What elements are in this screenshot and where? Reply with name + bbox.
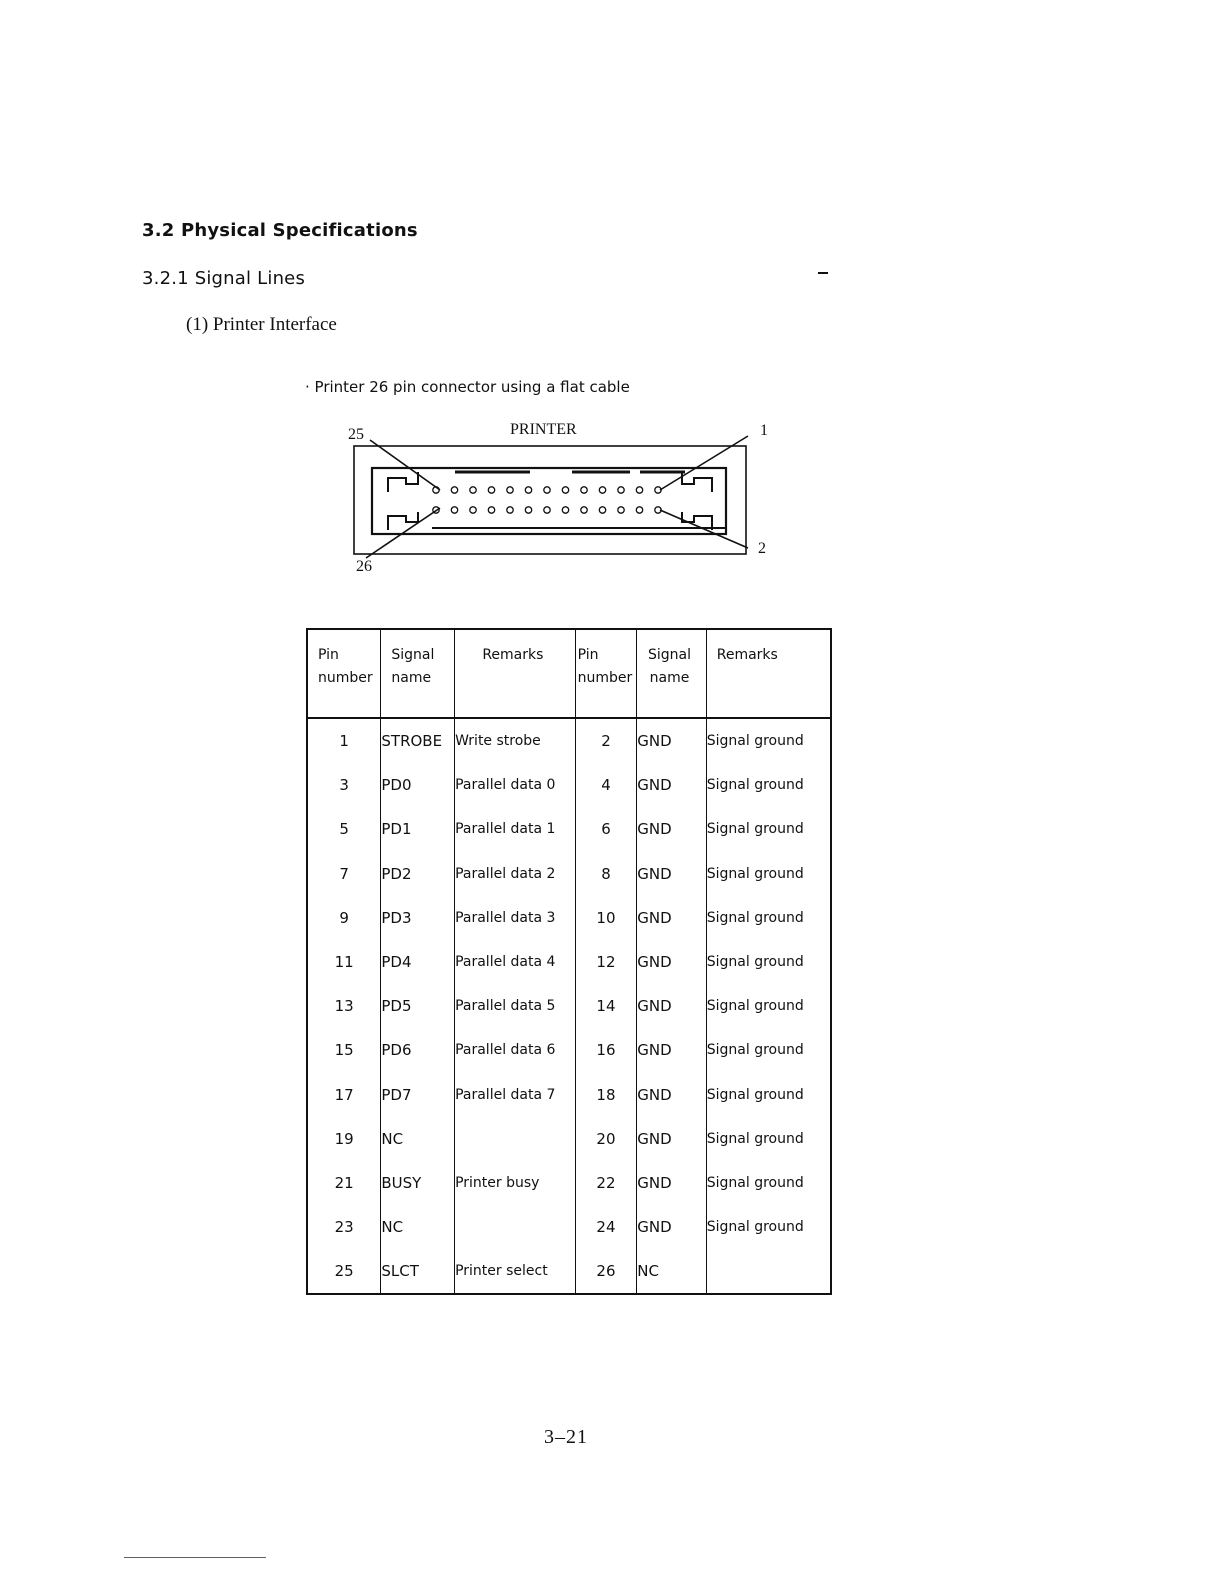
- remarks-cell-2: Signal ground: [706, 940, 831, 984]
- signal-name-cell-2: GND: [637, 1205, 706, 1249]
- connector-drawing: [340, 418, 780, 578]
- connector-diagram: [340, 418, 780, 578]
- pin-hole: [451, 507, 457, 513]
- signal-name-cell: SLCT: [381, 1249, 455, 1294]
- signal-name-cell-2: GND: [637, 763, 706, 807]
- pin-hole: [488, 487, 494, 493]
- remarks-cell: Parallel data 7: [455, 1073, 576, 1117]
- remarks-cell-2: Signal ground: [706, 1028, 831, 1072]
- remarks-cell-2: Signal ground: [706, 852, 831, 896]
- pin-label-1: 1: [760, 422, 768, 439]
- pin-hole: [618, 507, 624, 513]
- remarks-cell: Write strobe: [455, 718, 576, 763]
- pin-number-cell-2: 24: [575, 1205, 637, 1249]
- pin-hole: [507, 507, 513, 513]
- pin-hole: [599, 507, 605, 513]
- header-remarks-2: Remarks: [706, 629, 831, 718]
- signal-name-cell: PD1: [381, 807, 455, 851]
- item-heading: (1) Printer Interface: [186, 314, 337, 335]
- signal-name-cell-2: GND: [637, 896, 706, 940]
- table-body: [307, 718, 831, 1294]
- pin-label-2: 2: [758, 540, 766, 557]
- pin-number-cell-2: 16: [575, 1028, 637, 1072]
- header-pin-number-2: Pin number: [575, 629, 637, 718]
- remarks-cell: Parallel data 6: [455, 1028, 576, 1072]
- remarks-cell-2: Signal ground: [706, 1161, 831, 1205]
- pin-number-cell: 21: [334, 1173, 354, 1192]
- pin-number-cell: 23: [334, 1218, 354, 1237]
- pin-hole: [451, 487, 457, 493]
- subsection-heading: 3.2.1 Signal Lines: [142, 268, 306, 289]
- section-heading: 3.2 Physical Specifications: [142, 220, 418, 241]
- pin-number-cell-2: 10: [575, 896, 637, 940]
- remarks-cell-2: Signal ground: [706, 718, 831, 763]
- connector-housing: [354, 446, 746, 554]
- remarks-cell-2: Signal ground: [706, 763, 831, 807]
- header-signal-name-2: Signal name: [637, 629, 706, 718]
- table-row: [307, 1028, 831, 1072]
- pin-number-cell: 19: [334, 1129, 354, 1148]
- pin-number-cell: 13: [334, 997, 354, 1016]
- remarks-cell-2: Signal ground: [706, 896, 831, 940]
- pin-number-cell: 7: [339, 864, 349, 883]
- signal-name-cell-2: GND: [637, 852, 706, 896]
- remarks-cell-2: Signal ground: [706, 1073, 831, 1117]
- header-pin-number: Pin number: [307, 629, 381, 718]
- table-row: [307, 1205, 831, 1249]
- signal-name-cell-2: GND: [637, 940, 706, 984]
- pin-hole: [488, 507, 494, 513]
- pin-number-cell-2: 26: [575, 1249, 637, 1294]
- pin-assignment-table: [306, 628, 832, 1295]
- signal-name-cell: PD6: [381, 1028, 455, 1072]
- remarks-cell: Parallel data 5: [455, 984, 576, 1028]
- pin-hole: [581, 487, 587, 493]
- pin-hole: [562, 507, 568, 513]
- page-number: 3–21: [544, 1426, 588, 1448]
- table-row: [307, 1073, 831, 1117]
- pin-number-cell-2: 20: [575, 1117, 637, 1161]
- remarks-cell: Printer select: [455, 1249, 576, 1294]
- signal-name-cell: PD7: [381, 1073, 455, 1117]
- remarks-cell-2: Signal ground: [706, 984, 831, 1028]
- remarks-cell: Printer busy: [455, 1161, 576, 1205]
- signal-name-cell: NC: [381, 1205, 455, 1249]
- pin-row-bottom: [433, 507, 661, 513]
- pin-hole: [544, 487, 550, 493]
- signal-name-cell-2: GND: [637, 718, 706, 763]
- pin-number-cell-2: 14: [575, 984, 637, 1028]
- table-row: [307, 852, 831, 896]
- connector-body: [372, 468, 726, 534]
- pin-label-25: 25: [348, 426, 364, 443]
- table-row: [307, 763, 831, 807]
- remarks-cell-2: [706, 1249, 831, 1294]
- table-row: [307, 1161, 831, 1205]
- intro-text: · Printer 26 pin connector using a flat cable: [305, 378, 630, 396]
- pin-number-cell: 1: [339, 732, 349, 751]
- pin-row-top: [433, 487, 661, 493]
- signal-name-cell: PD5: [381, 984, 455, 1028]
- signal-name-cell-2: GND: [637, 1028, 706, 1072]
- pin-number-cell-2: 2: [575, 718, 637, 763]
- remarks-cell: Parallel data 0: [455, 763, 576, 807]
- table-row: [307, 984, 831, 1028]
- signal-name-cell: PD0: [381, 763, 455, 807]
- pin-number-cell-2: 22: [575, 1161, 637, 1205]
- remarks-cell-2: Signal ground: [706, 1205, 831, 1249]
- pin-hole: [470, 487, 476, 493]
- signal-name-cell: BUSY: [381, 1161, 455, 1205]
- table-row: [307, 940, 831, 984]
- signal-name-cell-2: GND: [637, 1161, 706, 1205]
- pin-hole: [636, 487, 642, 493]
- signal-name-cell: PD2: [381, 852, 455, 896]
- signal-name-cell: PD3: [381, 896, 455, 940]
- pin-number-cell: 3: [339, 776, 349, 795]
- signal-name-cell-2: GND: [637, 1073, 706, 1117]
- pin-hole: [525, 507, 531, 513]
- remarks-cell: Parallel data 3: [455, 896, 576, 940]
- pin-hole: [507, 487, 513, 493]
- remarks-cell: Parallel data 2: [455, 852, 576, 896]
- pin-number-cell-2: 18: [575, 1073, 637, 1117]
- pin-hole: [599, 487, 605, 493]
- table-row: [307, 807, 831, 851]
- pin-hole: [581, 507, 587, 513]
- pin-hole: [525, 487, 531, 493]
- remarks-cell: [455, 1205, 576, 1249]
- header-remarks: Remarks: [455, 629, 576, 718]
- remarks-cell-2: Signal ground: [706, 807, 831, 851]
- pin-number-cell-2: 8: [575, 852, 637, 896]
- signal-name-cell-2: GND: [637, 1117, 706, 1161]
- table-row: [307, 1249, 831, 1294]
- pin-number-cell: 25: [334, 1262, 354, 1281]
- remarks-cell: Parallel data 4: [455, 940, 576, 984]
- pin-number-cell-2: 6: [575, 807, 637, 851]
- pin-number-cell: 9: [339, 908, 349, 927]
- signal-name-cell-2: GND: [637, 807, 706, 851]
- signal-name-cell: NC: [381, 1117, 455, 1161]
- scan-mark: [818, 272, 828, 274]
- pin-hole: [562, 487, 568, 493]
- bottom-rule: [124, 1557, 266, 1558]
- table-header-row: [307, 629, 831, 718]
- pin-hole: [470, 507, 476, 513]
- signal-name-cell: PD4: [381, 940, 455, 984]
- pin-number-cell: 5: [339, 820, 349, 839]
- signal-name-cell-2: GND: [637, 984, 706, 1028]
- remarks-cell-2: Signal ground: [706, 1117, 831, 1161]
- pin-label-26: 26: [356, 558, 372, 575]
- pin-number-cell: 15: [334, 1041, 354, 1060]
- pin-number-cell-2: 4: [575, 763, 637, 807]
- table-row: [307, 896, 831, 940]
- table-row: [307, 1117, 831, 1161]
- leader-1: [660, 436, 748, 490]
- header-signal-name: Signal name: [381, 629, 455, 718]
- pin-number-cell-2: 12: [575, 940, 637, 984]
- diagram-title: PRINTER: [510, 421, 577, 438]
- table-row: [307, 718, 831, 763]
- pin-hole: [636, 507, 642, 513]
- signal-name-cell-2: NC: [637, 1249, 706, 1294]
- signal-name-cell: STROBE: [381, 718, 455, 763]
- pin-hole: [618, 487, 624, 493]
- pin-number-cell: 11: [334, 953, 354, 972]
- pin-number-cell: 17: [334, 1085, 354, 1104]
- pin-hole: [544, 507, 550, 513]
- remarks-cell: [455, 1117, 576, 1161]
- remarks-cell: Parallel data 1: [455, 807, 576, 851]
